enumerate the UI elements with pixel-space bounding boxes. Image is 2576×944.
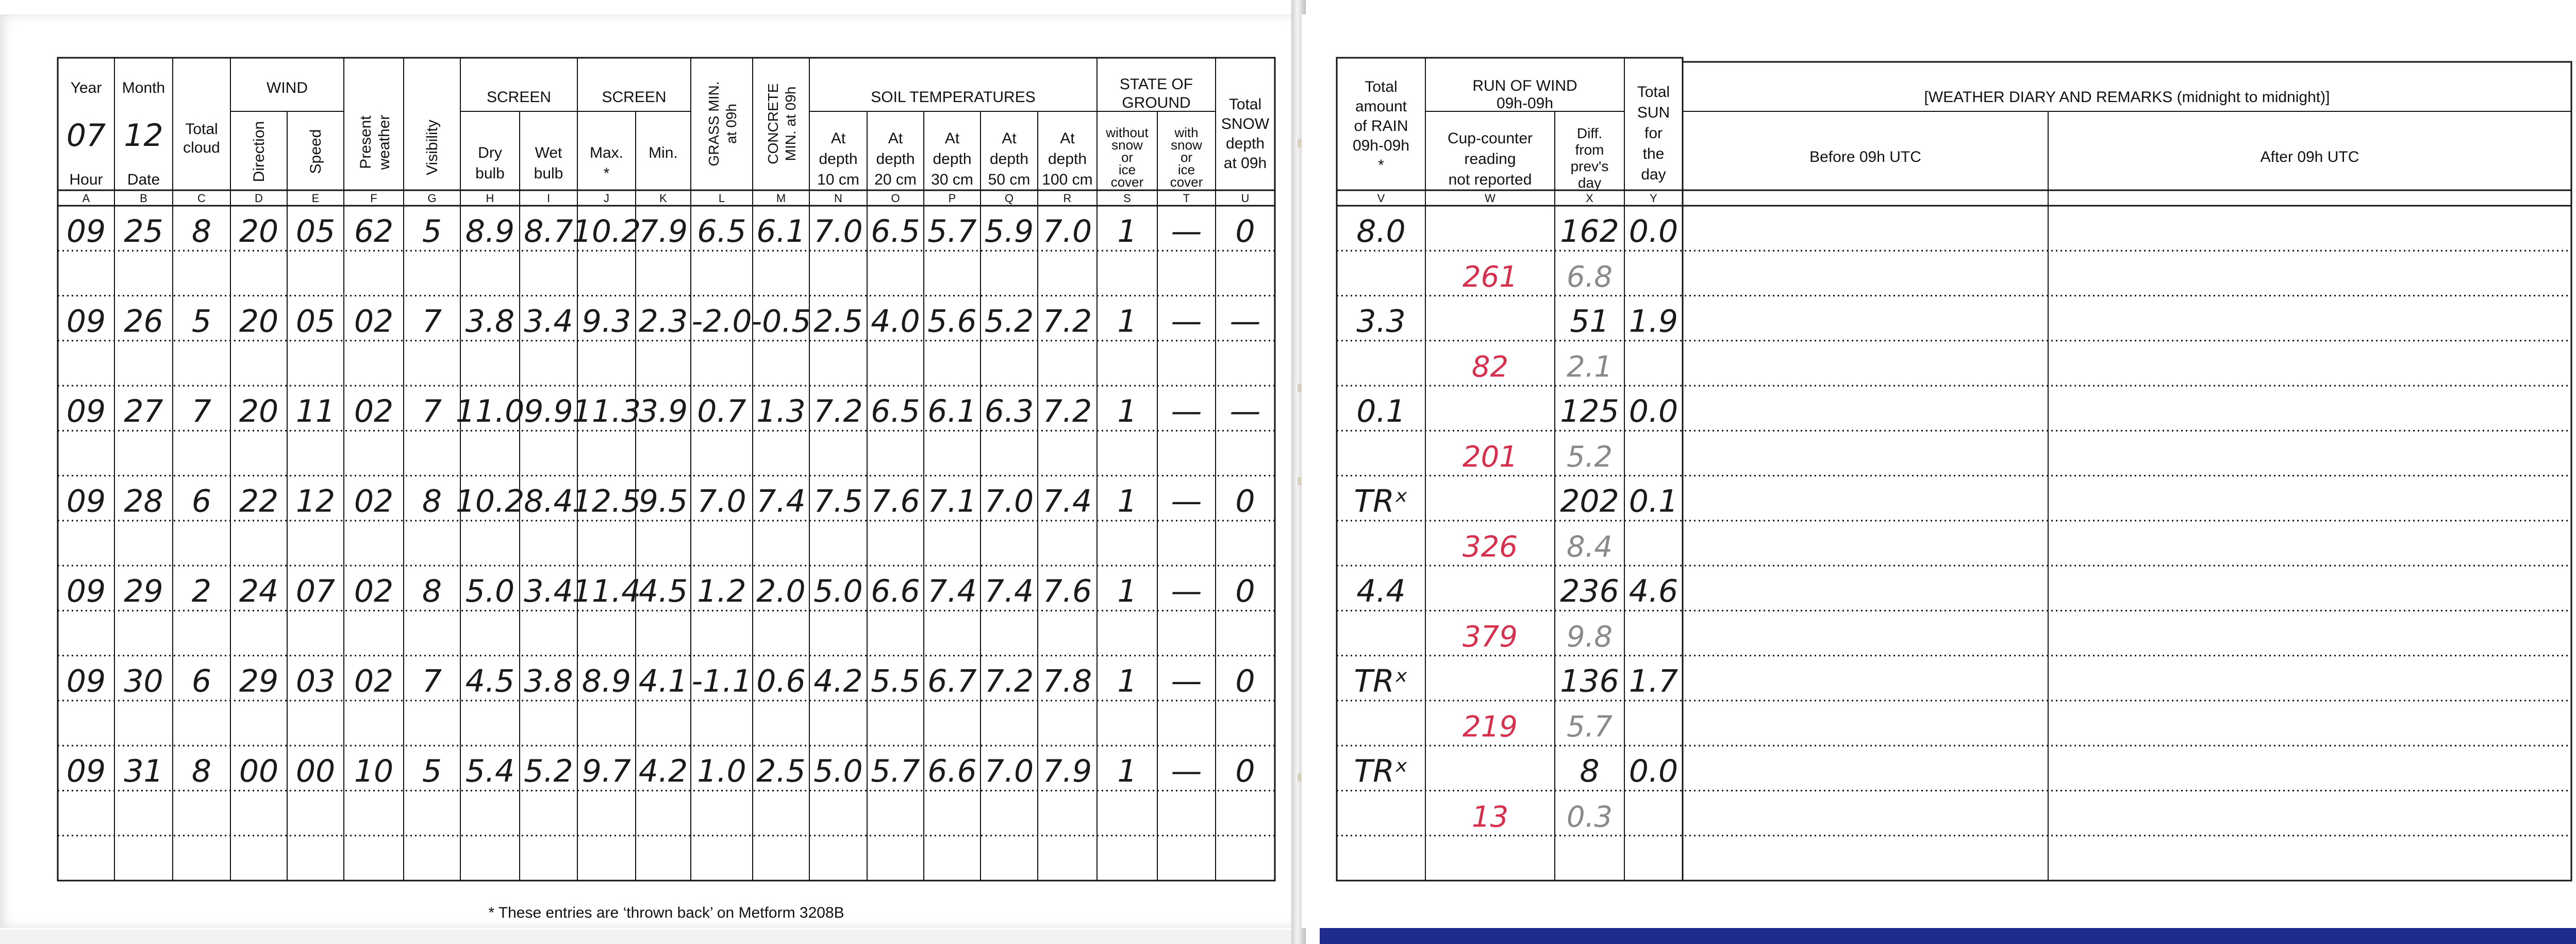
handwritten-cell: 09 bbox=[66, 213, 106, 250]
header-soil-temperatures: SOIL TEMPERATURES bbox=[871, 89, 1036, 106]
handwritten-cell: — bbox=[1171, 393, 1202, 429]
header-min: Min. bbox=[649, 144, 678, 161]
header-direction: Direction bbox=[251, 121, 268, 183]
handwritten-cell: -2.0 bbox=[691, 303, 752, 340]
header-state-of-ground: STATE OF bbox=[1119, 76, 1193, 93]
wind-run-value: 8 bbox=[1580, 753, 1600, 790]
handwritten-cell: 31 bbox=[124, 753, 163, 790]
header-soil-depth: 10 cm bbox=[817, 171, 859, 188]
header-soil-depth: depth bbox=[819, 151, 858, 168]
handwritten-cell: 8 bbox=[191, 213, 212, 250]
handwritten-cell: 09 bbox=[66, 573, 106, 609]
handwritten-cell: 6.5 bbox=[871, 393, 920, 429]
handwritten-cell: 4.0 bbox=[871, 303, 920, 340]
handwritten-cell: — bbox=[1171, 303, 1202, 340]
header-grass-min: GRASS MIN. bbox=[706, 81, 722, 167]
handwritten-cell: 1.2 bbox=[697, 573, 746, 609]
handwritten-cell: 4.2 bbox=[638, 753, 688, 790]
handwritten-cell: 2.5 bbox=[756, 753, 806, 790]
handwritten-cell: — bbox=[1229, 393, 1261, 429]
rain-amount: 8.0 bbox=[1356, 213, 1406, 250]
handwritten-cell: 0 bbox=[1235, 753, 1255, 790]
header-total-snow: Total bbox=[1228, 96, 1262, 113]
sun-hours: 0.1 bbox=[1628, 483, 1678, 520]
handwritten-cell: 07 bbox=[295, 573, 336, 609]
header-total-rain: amount bbox=[1355, 98, 1407, 115]
header-total-snow: SNOW bbox=[1221, 115, 1270, 133]
header-with-snow: with bbox=[1174, 125, 1199, 140]
sun-hours: 1.7 bbox=[1628, 663, 1678, 700]
header-diff: from bbox=[1575, 142, 1604, 158]
header-present-weather: Present bbox=[357, 115, 374, 169]
header-soil-depth: At bbox=[888, 130, 903, 147]
column-letter: D bbox=[255, 192, 263, 205]
handwritten-cell: 7 bbox=[422, 303, 442, 340]
handwritten-cell: 24 bbox=[239, 573, 279, 609]
handwritten-cell: 4.1 bbox=[638, 663, 688, 700]
handwritten-cell: 0 bbox=[1235, 663, 1255, 700]
header-hour: Hour bbox=[69, 171, 103, 188]
header-run-of-wind: 09h-09h bbox=[1496, 95, 1554, 112]
handwritten-cell: 9.5 bbox=[638, 483, 688, 520]
rain-amount: TRˣ bbox=[1354, 483, 1408, 520]
handwritten-cell: 2.5 bbox=[813, 303, 863, 340]
handwritten-cell: 7.5 bbox=[813, 483, 863, 520]
cup-counter-reading: 379 bbox=[1462, 620, 1518, 654]
handwritten-cell: 02 bbox=[354, 663, 394, 700]
handwritten-cell: 5.6 bbox=[927, 303, 977, 340]
handwritten-cell: 3.4 bbox=[524, 573, 573, 609]
handwritten-cell: 5.0 bbox=[465, 573, 515, 609]
column-letter: G bbox=[427, 192, 437, 205]
cup-counter-reading: 261 bbox=[1462, 260, 1518, 294]
handwritten-cell: 0 bbox=[1235, 213, 1255, 250]
header-total-rain: * bbox=[1378, 157, 1384, 174]
column-letter: A bbox=[82, 192, 90, 205]
sun-hours: 0.0 bbox=[1628, 393, 1678, 429]
sun-hours: 1.9 bbox=[1628, 303, 1678, 340]
handwritten-cell: 7.0 bbox=[697, 483, 746, 520]
header-before-09h: Before 09h UTC bbox=[1809, 148, 1921, 165]
handwritten-cell: 12.5 bbox=[572, 483, 641, 520]
handwritten-cell: 8 bbox=[422, 483, 442, 520]
cup-counter-reading: 201 bbox=[1462, 440, 1518, 474]
header-soil-depth: At bbox=[1002, 130, 1017, 147]
handwritten-cell: 00 bbox=[239, 753, 279, 790]
handwritten-cell: 10.2 bbox=[572, 213, 641, 250]
handwritten-cell: 20 bbox=[239, 393, 279, 429]
column-letter: V bbox=[1377, 192, 1385, 205]
handwritten-cell: 0 bbox=[1235, 573, 1255, 609]
header-cup-counter: not reported bbox=[1448, 171, 1532, 188]
header-total-rain: 09h-09h bbox=[1352, 137, 1410, 154]
handwritten-cell: 5.2 bbox=[984, 303, 1034, 340]
wind-diff-value: 0.3 bbox=[1566, 800, 1613, 834]
header-total-cloud: Total bbox=[185, 121, 218, 138]
handwritten-cell: 7.4 bbox=[984, 573, 1034, 609]
header-dry-bulb: bulb bbox=[475, 165, 505, 182]
cup-counter-reading: 13 bbox=[1471, 800, 1509, 834]
header-speed: Speed bbox=[307, 129, 324, 174]
handwritten-cell: 3.9 bbox=[638, 393, 688, 429]
handwritten-cell: 1 bbox=[1117, 393, 1137, 429]
handwritten-cell: 5.9 bbox=[984, 213, 1034, 250]
handwritten-cell: 09 bbox=[66, 483, 106, 520]
handwritten-cell: 1 bbox=[1117, 213, 1137, 250]
handwritten-cell: 4.2 bbox=[813, 663, 863, 700]
handwritten-cell: 5.4 bbox=[465, 753, 515, 790]
header-soil-depth: depth bbox=[989, 151, 1029, 168]
column-letter: N bbox=[834, 192, 842, 205]
header-weather-diary: [WEATHER DIARY AND REMARKS (midnight to midnight)] bbox=[1924, 89, 2330, 106]
header-total-sun: day bbox=[1641, 166, 1666, 183]
handwritten-cell: 27 bbox=[124, 393, 163, 429]
handwritten-cell: — bbox=[1229, 303, 1261, 340]
rain-amount: 0.1 bbox=[1356, 393, 1406, 429]
handwritten-cell: 7.4 bbox=[927, 573, 977, 609]
handwritten-cell: 09 bbox=[66, 663, 106, 700]
header-cup-counter: reading bbox=[1464, 151, 1516, 168]
handwritten-cell: 9.3 bbox=[581, 303, 631, 340]
column-letter: R bbox=[1063, 192, 1072, 205]
header-present-weather: weather bbox=[376, 114, 393, 170]
column-letter: H bbox=[486, 192, 494, 205]
handwritten-cell: 6.7 bbox=[927, 663, 977, 700]
header-diff: Diff. bbox=[1576, 125, 1603, 141]
handwritten-cell: 0.7 bbox=[697, 393, 746, 429]
handwritten-cell: 7.1 bbox=[927, 483, 977, 520]
handwritten-cell: 5 bbox=[422, 753, 442, 790]
column-letter: P bbox=[948, 192, 956, 205]
column-letter: O bbox=[891, 192, 900, 205]
handwritten-cell: 10 bbox=[354, 753, 394, 790]
handwritten-cell: 6.5 bbox=[871, 213, 920, 250]
header-diff: prev's bbox=[1570, 158, 1609, 174]
header-date: Date bbox=[127, 171, 160, 188]
handwritten-cell: 7.9 bbox=[638, 213, 688, 250]
handwritten-cell: 7.0 bbox=[813, 213, 863, 250]
cup-counter-reading: 326 bbox=[1462, 530, 1518, 564]
rain-amount: 3.3 bbox=[1356, 303, 1406, 340]
wind-run-value: 136 bbox=[1560, 663, 1619, 700]
handwritten-cell: 1.3 bbox=[756, 393, 806, 429]
handwritten-cell: 3.8 bbox=[465, 303, 515, 340]
wind-run-value: 236 bbox=[1560, 573, 1619, 609]
rain-amount: 4.4 bbox=[1356, 573, 1406, 609]
left-page bbox=[0, 14, 1295, 928]
handwritten-cell: 62 bbox=[354, 213, 394, 250]
handwritten-cell: 5 bbox=[422, 213, 442, 250]
handwritten-cell: 11.4 bbox=[572, 573, 641, 609]
handwritten-cell: 8.7 bbox=[524, 213, 573, 250]
handwritten-cell: 5.7 bbox=[927, 213, 977, 250]
header-max: Max. bbox=[589, 144, 624, 161]
header-with-snow: snow bbox=[1171, 137, 1202, 153]
rain-amount: TRˣ bbox=[1354, 753, 1408, 790]
handwritten-cell: 9.7 bbox=[581, 753, 631, 790]
header-soil-depth: 50 cm bbox=[988, 171, 1031, 188]
handwritten-cell: 7.0 bbox=[984, 753, 1034, 790]
header-run-of-wind: RUN OF WIND bbox=[1472, 77, 1577, 94]
handwritten-cell: 11 bbox=[295, 393, 336, 429]
handwritten-cell: 8 bbox=[422, 573, 442, 609]
column-letter: B bbox=[140, 192, 147, 205]
handwritten-cell: 7.2 bbox=[813, 393, 863, 429]
wind-diff-value: 5.7 bbox=[1566, 710, 1613, 744]
header-total-sun: SUN bbox=[1637, 104, 1670, 121]
handwritten-cell: 7.4 bbox=[1042, 483, 1092, 520]
header-without-snow: ice bbox=[1118, 162, 1136, 177]
header-total-rain: Total bbox=[1365, 78, 1398, 95]
wind-diff-value: 2.1 bbox=[1566, 350, 1613, 384]
wind-diff-value: 6.8 bbox=[1566, 260, 1613, 294]
header-soil-depth: 30 cm bbox=[931, 171, 973, 188]
header-total-snow: at 09h bbox=[1223, 155, 1267, 172]
header-after-09h: After 09h UTC bbox=[2260, 148, 2359, 165]
wind-diff-value: 8.4 bbox=[1566, 530, 1613, 564]
handwritten-cell: 6 bbox=[191, 663, 212, 700]
header-state-of-ground: GROUND bbox=[1122, 94, 1191, 111]
handwritten-cell: 7.0 bbox=[984, 483, 1034, 520]
column-letter: F bbox=[370, 192, 377, 205]
header-total-snow: depth bbox=[1225, 135, 1265, 152]
handwritten-cell: 6.5 bbox=[697, 213, 746, 250]
handwritten-cell: 0 bbox=[1235, 483, 1255, 520]
wind-run-value: 51 bbox=[1570, 303, 1609, 340]
header-concrete-min: CONCRETE bbox=[765, 83, 781, 164]
handwritten-cell: 03 bbox=[295, 663, 336, 700]
handwritten-cell: 10.2 bbox=[455, 483, 525, 520]
handwritten-cell: 02 bbox=[354, 573, 394, 609]
handwritten-cell: 0.6 bbox=[756, 663, 806, 700]
diary-frame bbox=[1683, 62, 2571, 881]
header-soil-depth: At bbox=[944, 130, 960, 147]
handwritten-cell: — bbox=[1171, 213, 1202, 250]
handwritten-cell: 7.4 bbox=[756, 483, 806, 520]
column-letter: T bbox=[1183, 192, 1190, 205]
handwritten-cell: 22 bbox=[239, 483, 279, 520]
sun-hours: 4.6 bbox=[1628, 573, 1678, 609]
right-page-table bbox=[1302, 14, 2576, 928]
column-letter: X bbox=[1586, 192, 1593, 205]
handwritten-cell: 7.0 bbox=[1042, 213, 1092, 250]
header-soil-depth: At bbox=[1060, 130, 1075, 147]
handwritten-cell: 9.9 bbox=[524, 393, 573, 429]
column-letter: W bbox=[1485, 192, 1495, 205]
wind-diff-value: 9.8 bbox=[1566, 620, 1613, 654]
book-edge-left bbox=[0, 930, 1291, 944]
handwritten-cell: 2.3 bbox=[638, 303, 688, 340]
handwritten-cell: 1 bbox=[1117, 573, 1137, 609]
header-soil-depth: depth bbox=[876, 151, 915, 168]
handwritten-cell: 6.6 bbox=[927, 753, 977, 790]
handwritten-cell: 5.0 bbox=[813, 753, 863, 790]
handwritten-cell: 5.5 bbox=[871, 663, 920, 700]
rain-amount: TRˣ bbox=[1354, 663, 1408, 700]
handwritten-cell: 7.6 bbox=[1042, 573, 1092, 609]
handwritten-cell: 00 bbox=[295, 753, 336, 790]
handwritten-cell: 7.2 bbox=[1042, 303, 1092, 340]
handwritten-cell: 1.0 bbox=[697, 753, 746, 790]
handwritten-cell: — bbox=[1171, 483, 1202, 520]
left-page-table bbox=[0, 14, 1295, 928]
header-total-rain: of RAIN bbox=[1354, 118, 1408, 135]
column-letter: Q bbox=[1004, 192, 1014, 205]
header-without-snow: snow bbox=[1111, 137, 1143, 153]
header-wind: WIND bbox=[267, 79, 308, 96]
header-screen: SCREEN bbox=[486, 89, 552, 106]
handwritten-cell: 6.1 bbox=[927, 393, 977, 429]
wind-run-value: 162 bbox=[1560, 213, 1619, 250]
handwritten-cell: 12 bbox=[295, 483, 336, 520]
header-max-star: * bbox=[603, 165, 610, 182]
header-year: Year bbox=[70, 79, 102, 96]
header-cup-counter: Cup-counter bbox=[1447, 130, 1533, 147]
handwritten-cell: 7.2 bbox=[1042, 393, 1092, 429]
handwritten-cell: 4.5 bbox=[465, 663, 515, 700]
header-total-sun: Total bbox=[1637, 84, 1670, 101]
handwritten-cell: 02 bbox=[354, 303, 394, 340]
handwritten-cell: 30 bbox=[124, 663, 163, 700]
handwritten-cell: 25 bbox=[124, 213, 163, 250]
header-visibility: Visibility bbox=[424, 120, 441, 175]
handwritten-cell: 7 bbox=[422, 663, 442, 700]
handwritten-cell: 7 bbox=[422, 393, 442, 429]
handwritten-cell: 05 bbox=[295, 213, 336, 250]
column-letter: E bbox=[311, 192, 320, 205]
handwritten-cell: — bbox=[1171, 573, 1202, 609]
handwritten-cell: 5 bbox=[191, 303, 212, 340]
header-diff: day bbox=[1577, 175, 1602, 191]
handwritten-cell: 7 bbox=[191, 393, 212, 429]
header-without-snow: without bbox=[1106, 125, 1149, 140]
header-total-sun: the bbox=[1642, 145, 1665, 162]
header-grass-min: at 09h bbox=[723, 104, 739, 144]
handwritten-cell: 3.4 bbox=[524, 303, 573, 340]
column-letter: J bbox=[604, 192, 609, 205]
handwritten-cell: 05 bbox=[295, 303, 336, 340]
header-without-snow: cover bbox=[1110, 174, 1144, 190]
column-letter: L bbox=[718, 192, 725, 205]
handwritten-cell: 8.9 bbox=[581, 663, 631, 700]
handwritten-cell: — bbox=[1171, 753, 1202, 790]
handwritten-cell: 1 bbox=[1117, 663, 1137, 700]
year-value: 07 bbox=[66, 118, 106, 154]
header-with-snow: or bbox=[1180, 150, 1193, 165]
handwritten-cell: 6.3 bbox=[984, 393, 1034, 429]
handwritten-cell: 7.6 bbox=[871, 483, 920, 520]
header-soil-depth: 100 cm bbox=[1042, 171, 1093, 188]
handwritten-cell: 1 bbox=[1117, 483, 1137, 520]
header-month: Month bbox=[122, 79, 165, 96]
handwritten-cell: -0.5 bbox=[751, 303, 811, 340]
handwritten-cell: 5.7 bbox=[871, 753, 920, 790]
wind-run-value: 125 bbox=[1560, 393, 1619, 429]
header-soil-depth: depth bbox=[933, 151, 972, 168]
header-wet-bulb: bulb bbox=[534, 165, 563, 182]
handwritten-cell: 2.0 bbox=[756, 573, 806, 609]
handwritten-cell: 5.2 bbox=[524, 753, 573, 790]
wind-run-value: 202 bbox=[1560, 483, 1619, 520]
sun-hours: 0.0 bbox=[1628, 753, 1678, 790]
handwritten-cell: 11.0 bbox=[455, 393, 525, 429]
header-with-snow: cover bbox=[1170, 174, 1203, 190]
column-letter: M bbox=[776, 192, 786, 205]
column-letter: S bbox=[1123, 192, 1131, 205]
column-letter: U bbox=[1241, 192, 1250, 205]
header-concrete-min: MIN. at 09h bbox=[783, 86, 799, 161]
handwritten-cell: 8 bbox=[191, 753, 212, 790]
handwritten-cell: 7.9 bbox=[1042, 753, 1092, 790]
column-letter: I bbox=[546, 192, 551, 205]
handwritten-cell: 1 bbox=[1117, 303, 1137, 340]
handwritten-cell: 09 bbox=[66, 393, 106, 429]
handwritten-cell: — bbox=[1171, 663, 1202, 700]
header-total-cloud: cloud bbox=[183, 139, 220, 156]
handwritten-cell: 11.3 bbox=[572, 393, 641, 429]
header-dry-bulb: Dry bbox=[478, 144, 502, 161]
handwritten-cell: 3.8 bbox=[524, 663, 573, 700]
header-total-sun: for bbox=[1644, 125, 1663, 142]
handwritten-cell: 7.2 bbox=[984, 663, 1034, 700]
handwritten-cell: 26 bbox=[124, 303, 163, 340]
cup-counter-reading: 219 bbox=[1462, 710, 1518, 744]
header-soil-depth: At bbox=[830, 130, 846, 147]
cup-counter-reading: 82 bbox=[1471, 350, 1509, 384]
handwritten-cell: 09 bbox=[66, 753, 106, 790]
handwritten-cell: 02 bbox=[354, 483, 394, 520]
handwritten-cell: 8.9 bbox=[465, 213, 515, 250]
handwritten-cell: -1.1 bbox=[691, 663, 752, 700]
wind-diff-value: 5.2 bbox=[1566, 440, 1613, 474]
header-with-snow: ice bbox=[1177, 162, 1195, 177]
handwritten-cell: 28 bbox=[124, 483, 163, 520]
handwritten-cell: 09 bbox=[66, 303, 106, 340]
handwritten-cell: 1 bbox=[1117, 753, 1137, 790]
header-without-snow: or bbox=[1121, 150, 1134, 165]
handwritten-cell: 6.6 bbox=[871, 573, 920, 609]
handwritten-cell: 20 bbox=[239, 213, 279, 250]
handwritten-cell: 5.0 bbox=[813, 573, 863, 609]
footnote: * These entries are ‘thrown back’ on Metform 3208B bbox=[488, 904, 844, 921]
handwritten-cell: 29 bbox=[124, 573, 163, 609]
handwritten-cell: 4.5 bbox=[638, 573, 688, 609]
handwritten-cell: 20 bbox=[239, 303, 279, 340]
handwritten-cell: 6.1 bbox=[756, 213, 806, 250]
header-screen: SCREEN bbox=[602, 89, 667, 106]
month-value: 12 bbox=[124, 118, 163, 154]
handwritten-cell: 29 bbox=[239, 663, 279, 700]
handwritten-cell: 7.8 bbox=[1042, 663, 1092, 700]
header-soil-depth: 20 cm bbox=[874, 171, 917, 188]
handwritten-cell: 2 bbox=[191, 573, 212, 609]
column-letter: Y bbox=[1650, 192, 1657, 205]
right-page bbox=[1302, 14, 2576, 928]
handwritten-cell: 8.4 bbox=[524, 483, 573, 520]
column-letter: C bbox=[197, 192, 206, 205]
column-letter: K bbox=[659, 192, 667, 205]
header-wet-bulb: Wet bbox=[535, 144, 562, 161]
sun-hours: 0.0 bbox=[1628, 213, 1678, 250]
header-soil-depth: depth bbox=[1048, 151, 1087, 168]
handwritten-cell: 02 bbox=[354, 393, 394, 429]
handwritten-cell: 6 bbox=[191, 483, 212, 520]
